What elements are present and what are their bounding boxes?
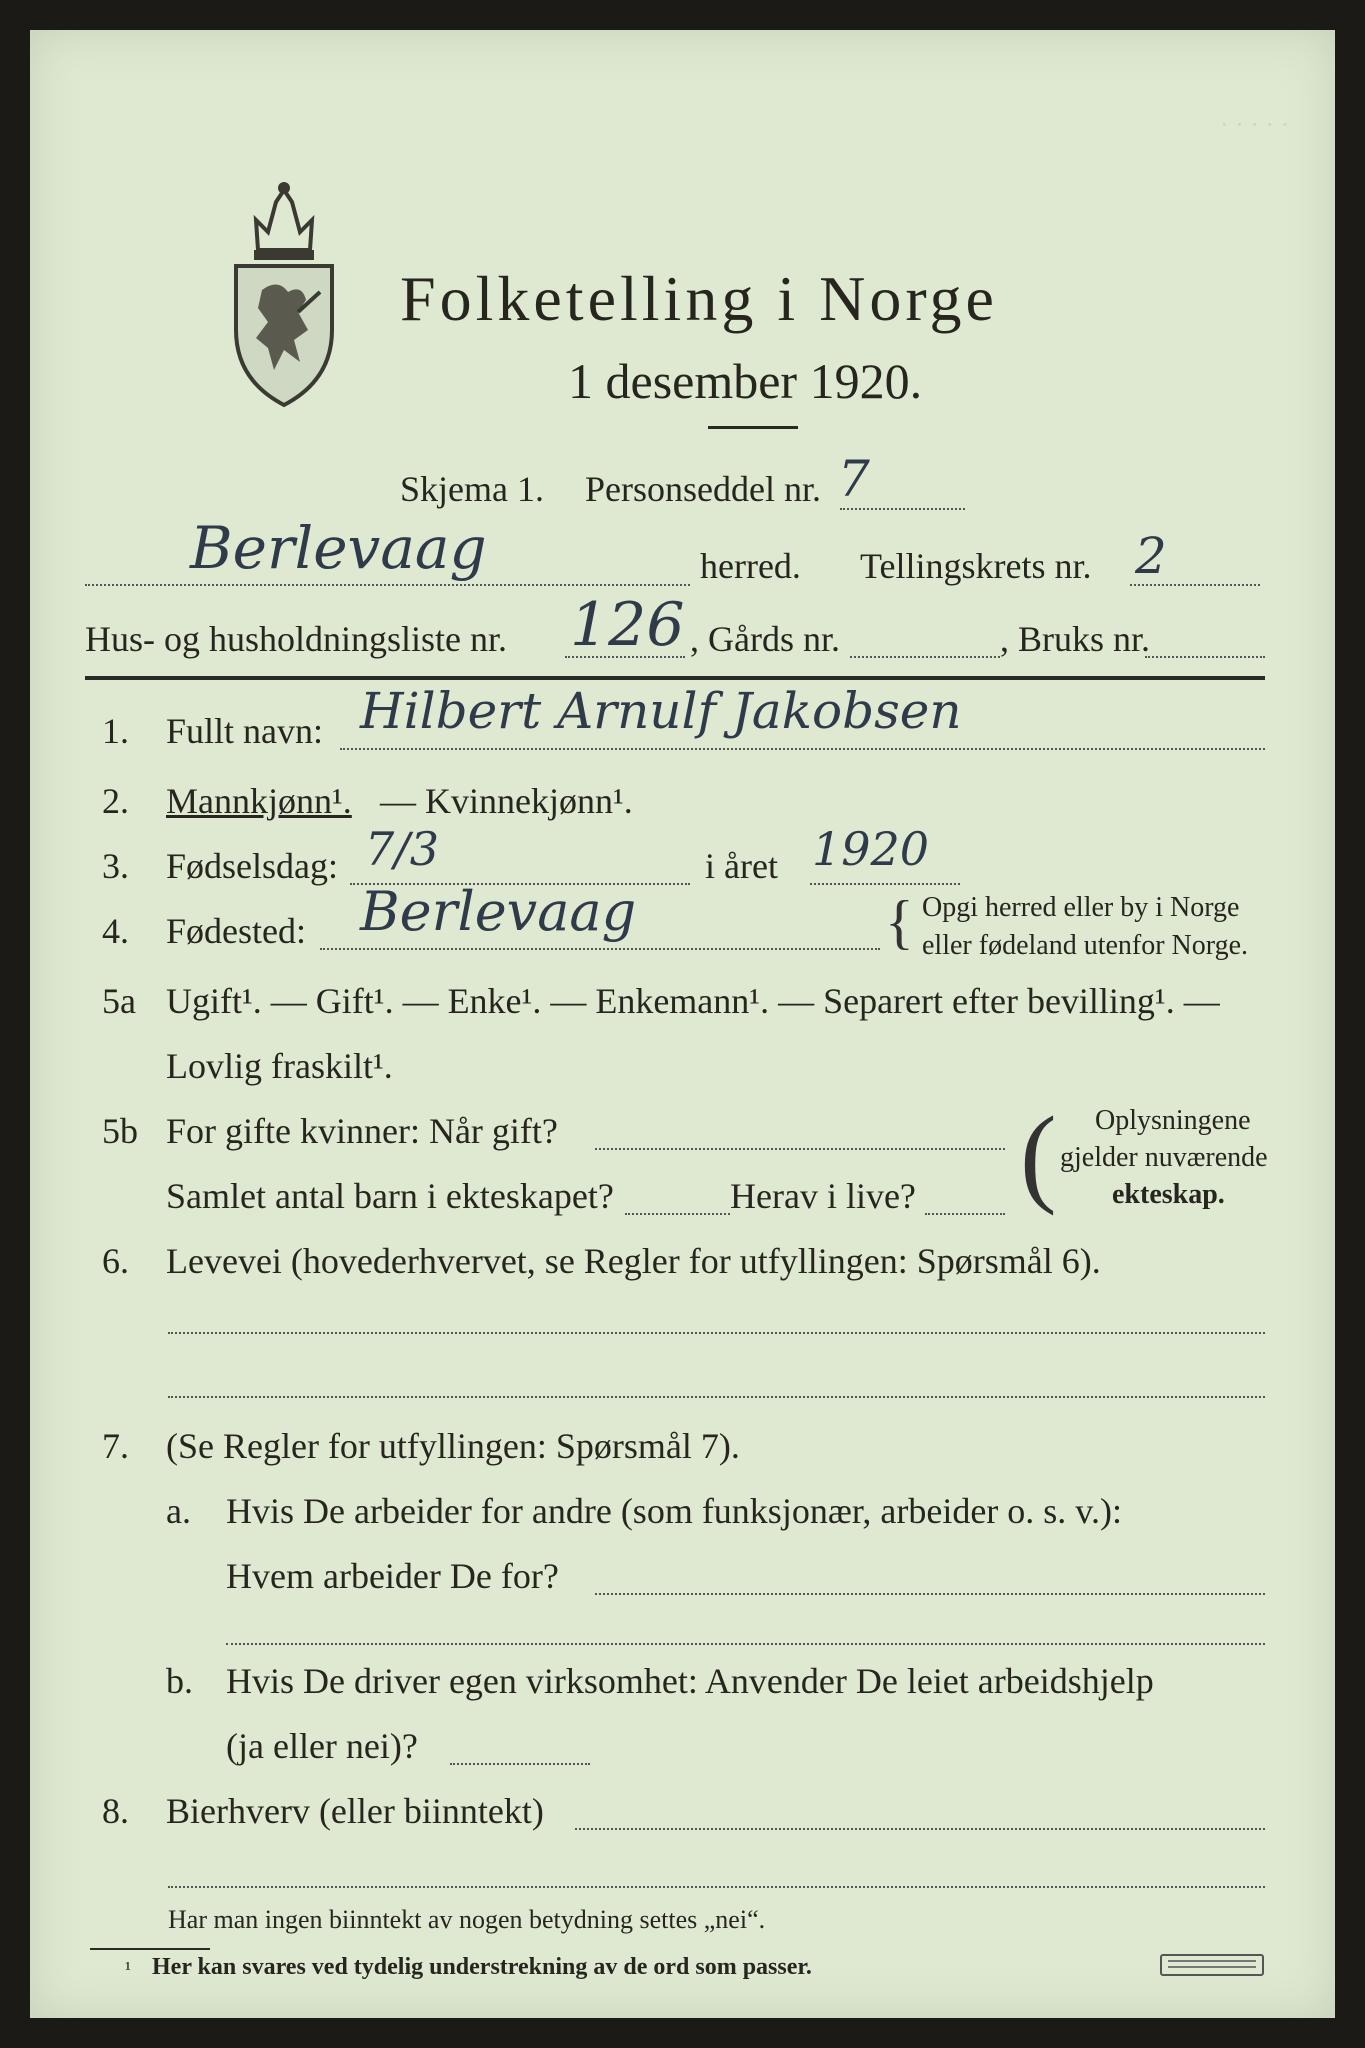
gards-label: , Gårds nr. [690,619,840,659]
herred-label: herred. [700,546,801,586]
gards-line [850,656,1000,658]
personseddel-line [840,508,965,510]
personseddel-label: Personseddel nr. [585,469,821,509]
q7b-line1: Hvis De driver egen virksomhet: Anvender De leiet arbeidshjelp [226,1661,1154,1701]
q4-line [320,948,880,950]
bleed-through-text: · · · · · [1220,110,1290,139]
q4-note-line2: eller fødeland utenfor Norge. [922,930,1249,961]
q5b-bracket: ( [1020,1094,1057,1216]
q4-value: Berlevaag [360,880,637,943]
q7b-line2: (ja eller nei)? [226,1726,418,1766]
printer-stamp [1160,1954,1264,1976]
income-note: Har man ingen biinntekt av nogen betydning settes „nei“. [168,1905,766,1934]
q1-line [340,748,1265,750]
bruks-label: , Bruks nr. [1000,619,1151,659]
q3-label: Fødselsdag: [166,846,339,886]
q7b-letter: b. [166,1661,193,1701]
tellingskrets-label: Tellingskrets nr. [860,546,1092,586]
q7-number: 7. [102,1426,129,1466]
q6-number: 6. [102,1241,129,1281]
q7a-answer-line1 [595,1593,1265,1595]
tellingskrets-value: 2 [1135,527,1167,585]
q8-label: Bierhverv (eller biinntekt) [166,1791,544,1831]
q7a-line2: Hvem arbeider De for? [226,1556,559,1596]
header-rule [85,676,1265,680]
q5b-when-line [595,1148,1005,1150]
footnote-rule [90,1948,210,1950]
skjema-label: Skjema 1. [400,469,544,509]
q6-line2 [168,1396,1265,1398]
husliste-label: Hus- og husholdningsliste nr. [85,619,508,659]
q7a-letter: a. [166,1491,191,1531]
q2-number: 2. [102,781,129,821]
q5b-children-label: Samlet antal barn i ekteskapet? [166,1176,614,1216]
q5b-number: 5b [102,1111,138,1151]
q5b-note-line1: Oplysningene [1095,1105,1251,1136]
coat-of-arms-icon [228,180,340,410]
footnote-mark: ¹ [125,1958,131,1980]
q5b-children-line [625,1213,730,1215]
q5b-note-line2: gjelder nuværende [1060,1142,1268,1173]
q4-number: 4. [102,911,129,951]
personseddel-value: 7 [838,450,870,508]
q8-number: 8. [102,1791,129,1831]
q5b-note-line3: ekteskap. [1112,1179,1225,1210]
q4-label: Fødested: [166,911,306,951]
q4-brace: { [885,889,914,955]
page-title: Folketelling i Norge [400,263,998,334]
q3-year-line [810,883,960,885]
herred-value: Berlevaag [190,514,487,582]
q7a-answer-line2 [226,1643,1265,1645]
footnote-text: Her kan svares ved tydelig understrekning av de ord som passer. [152,1954,812,1980]
q8-answer-line2 [168,1886,1265,1888]
q6-line1 [168,1332,1265,1334]
census-date: 1 desember 1920. [568,353,923,409]
census-form-page [30,30,1335,2018]
herred-line [85,584,690,586]
q5a-number: 5a [102,981,136,1021]
q3-year-value: 1920 [812,822,930,876]
q5b-alive-label: Herav i live? [730,1176,916,1216]
q1-label: Fullt navn: [166,711,324,751]
q6-label: Levevei (hovederhvervet, se Regler for utfyllingen: Spørsmål 6). [166,1241,1101,1281]
husliste-value: 126 [570,590,685,660]
q3-number: 3. [102,846,129,886]
q3-value: 7/3 [365,822,440,876]
bruks-line [1145,656,1265,658]
q5a-line1: Ugift¹. — Gift¹. — Enke¹. — Enkemann¹. — Separert efter bevilling¹. — [166,981,1220,1021]
q2-male-option: Mannkjønn¹. [166,781,352,821]
q3-year-label: i året [705,846,778,886]
q8-answer-line1 [575,1828,1265,1830]
q5a-line2: Lovlig fraskilt¹. [166,1046,393,1086]
q5b-alive-line [925,1213,1005,1215]
q1-number: 1. [102,711,129,751]
q2-female-option: — Kvinnekjønn¹. [380,781,633,821]
q5b-line1: For gifte kvinner: Når gift? [166,1111,558,1151]
title-divider [708,426,798,429]
q7a-line1: Hvis De arbeider for andre (som funksjonær, arbeider o. s. v.): [226,1491,1122,1531]
q1-value: Hilbert Arnulf Jakobsen [360,682,962,740]
q7-label: (Se Regler for utfyllingen: Spørsmål 7). [166,1426,740,1466]
q4-note-line1: Opgi herred eller by i Norge [922,892,1240,923]
q7b-answer-line [450,1763,590,1765]
